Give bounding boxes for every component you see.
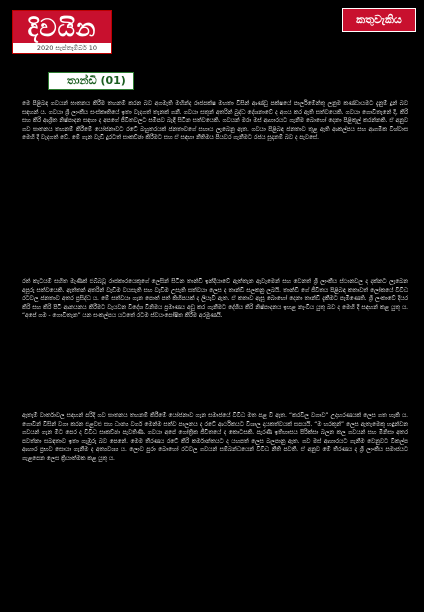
logo — [13, 11, 111, 45]
article-paragraph: මෙ පිළිබඳ ගවයන් ඝාතනය කිරීම තහනම් කරන බව අගමැති මහින්ද රාජපක්ෂ මහතා විසින් ආණ්ඩු පක්ෂයේ පාර්ලිමේන්තු ලනුම කණ්ඩායමට දැනුම් දුන් බව සඳහන් ය. ගවයා ශ්‍රී ලාංකීය සංස්කෘතියේ ඉතා වැදගත් තැනක් ගනී. ගවයා සතුන් අතරින් බුද්ධ දේශනාවේ ද අගය කර ඇති සත්වයෙකි. ගවයා ගොවිතැනේ දී, කිරි සහ කිරි ආශ්‍රිත නිෂ්පාදන සඳහා ද අපගේ ජීවිතවලට සමීපව බැඳී සිටින සත්වයෙකි. ගවයන් මරා මස් ආහාරයට ගැනීම බොහෝ දෙනා පිළිකුල් කරන්නකි. ඒ අනුව ගව ඝාතනය තහනම් කිරීමේ යෝජනාවට රටේ බහුතරයක් ජනතාවගේ සහාය ලැබෙනු ඇත. ගවයා පිළිබඳ ජනතාව තුළ ඇති ආකල්පය සහ ආගමික විශ්වාස මෙහි දී වැදගත් වේ. මේ ගැන වැඩි දුරටත් සාකච්ඡා කිරීමට සහ ඒ සඳහා නීතිමය පියවර ගැනීමට රජය සූදානම් බව ද පැවසේ. — [22, 101, 408, 142]
article-paragraph: ඇතැම් වාර්තාවල සඳහන් පරිදි ගව ඝාතනය තහනම් කිරීමේ යෝජනාව ගැන සමාජයේ විවිධ මත පළ වී ඇත. “කරවිල වගාව” උදාහරණයක් ලෙස ගත හැකි ය. ගොවීන් විසින් වගා කරන එළවළු සහ ධාන්‍ය වර්ග මෙන්ම සත්ව පාලනය ද රටේ ආර්ථිකයට විශාල දායකත්වයක් සපයයි. “ම හරකුන්” ලෙස ඇතැමෙකු හඳුන්වන ගවයන් ගැන මීට පෙර ද විවිධ සාකච්ඡා පැවතිණි. ගවයා අපේ ගෝත්‍රික ජීවිතයේ ද කොටසකි. පැරණි ඉතිහාසය පිරික්සා බලන කල ගවයන් සහ මිනිසා අතර පවත්නා සබඳතාව ඉතා ගැඹුරු බව පෙනේ. මෙම තීරණය රටේ කිරි කර්මාන්තයට ද යහපත් ලෙස බලපානු ඇත. ගව මස් ආහාරයට ගැනීම වෙනුවට විකල්ප ආහාර ප්‍රභව සොයා ගැනීම ද අත්‍යවශ්‍ය ය. ලොව පුරා බොහෝ රටවල ගවයන් සම්බන්ධයෙන් විවිධ නීති පවතී. ඒ අනුව මේ තීරණය ද ශ්‍රී ලාංකීය සමාජයට ගැළපෙන ලෙස ක්‍රියාත්මක කළ යුතු ය. — [22, 413, 408, 462]
masthead — [12, 10, 112, 54]
logo-text: දිවයින — [27, 13, 97, 42]
issue-date: 2020 සැප්තැම්බර් 10 — [13, 43, 111, 53]
article-title: තාන්ඩි (01) — [48, 72, 134, 90]
article-paragraph: රත් කැටයම් සහිත මැණික් එබ්බවූ රාජකාරයෙකුගේ ලෙසින් සිටින තාන්ඩි ඉන්දියාවේ ඇත්තැන ඇවෑමෙන් සහ වෙනත් ශ්‍රී ලාංකීය ස්ථානවල ද දක්නට ලැබෙන අපූරු සත්වයෙකි. ඇත්තන් අතරින් වැඩිම වයසැති සහ වැඩිම උසැති සත්වයා ලෙස ද තාන්ඩි සලකනු ලබයි. තාන්ඩි ගේ ජීවිතය පිළිබඳ කතාවත් ලෝකයේ විවිධ රටවල ජනතාව අතර ප්‍රසිද්ධ ය. මේ සත්වයා ගැන පොත් පත් කිහිපයක් ද ලියැවී ඇත. ඒ කතාව ඇසූ බොහෝ දෙනා තාන්ඩි දැකීමට පැමිණෙති. ශ්‍රී ලංකාවේ දියර කිරි සහ කිරි පිටි ආනයනය කිරීමට වැයවන විදේශ විනිමය ප්‍රමාණය අඩු කර ගැනීමට දේශීය කිරි නිෂ්පාදනය ඉහළ නැංවිය යුතු බව ද මෙහි දී සඳහන් කළ යුතු ය. “අපේ ගම - ගොවිතැන” යන සංකල්පය යටතේ රටම ස්වයංපෝෂිත කිරීම අරමුණයි. — [22, 279, 408, 320]
section-label: කතුවැකිය — [342, 8, 416, 32]
